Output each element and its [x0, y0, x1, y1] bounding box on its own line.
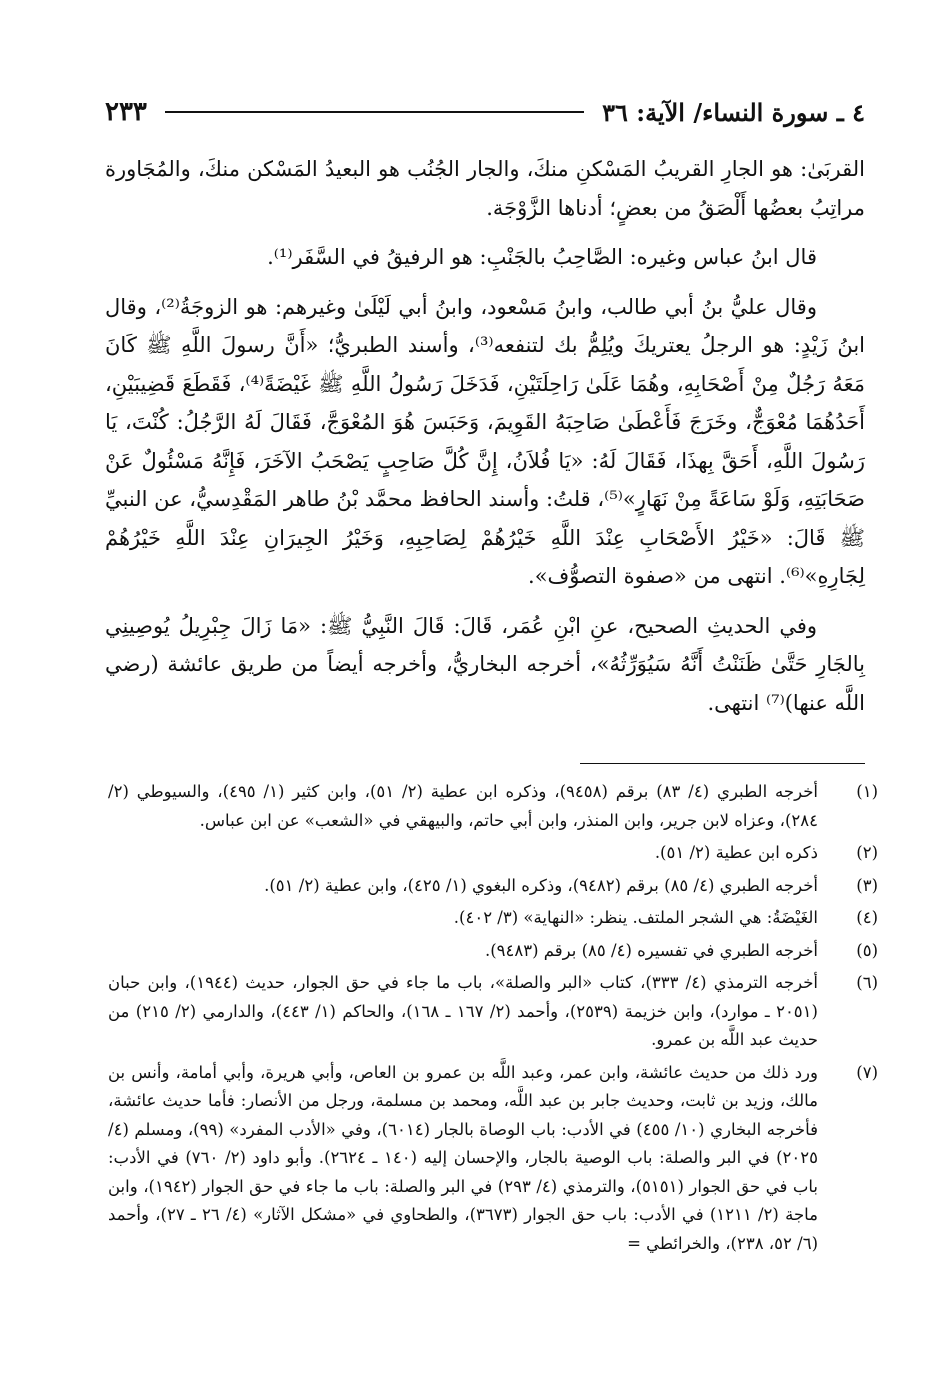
page-number: ٢٣٣: [105, 97, 147, 127]
paragraph: وقال عليُّ بنُ أبي طالب، وابنُ مَسْعود، وابنُ أبي لَيْلَىٰ وغيرهم: هو الزوجَةُ⁽²⁾، وقال ابنُ زَيْدٍ: هو الرجلُ يعتريكَ ويُلِمُّ بك لتنفعه⁽³⁾، وأسند الطبريُّ؛ «أَنَّ رسولَ اللَّهِ ﷺ كَانَ مَعَهُ رَجُلٌ مِنْ أَصْحَابِهِ، وهُمَا عَلَىٰ رَاحِلَتَيْنِ، فَدَخَلَ رَسُولُ اللَّهِ ﷺ غَيْضَةً⁽⁴⁾، فَقَطَعَ قَضِيبَيْنِ، أَحَدُهُمَا مُعْوَجٌّ، وخَرَجَ فَأَعْطَىٰ صَاحِبَهُ القَوِيمَ، وَحَبَسَ هُوَ المُعْوَجَّ، فَقَالَ لَهُ الرَّجُلُ: كُنْتَ، يَا رَسُولَ اللَّهِ، أَحَقَّ بِهذَا، فَقَالَ لَهُ: «يَا فُلاَنُ، إِنَّ كُلَّ صَاحِبٍ يَصْحَبُ الآخَرَ، فَإِنَّهُ مَسْئُولٌ عَنْ صَحَابَتِهِ، وَلَوْ سَاعَةً مِنْ نَهَارٍ»⁽⁵⁾، قلتُ: وأسند الحافظ محمَّد بْنُ طاهر المَقْدِسيُّ، عن النبيِّ ﷺ قَالَ: «خَيْرُ الأَصْحَابِ عِنْدَ اللَّهِ خَيْرُهُمْ لِصَاحِبِهِ، وَخَيْرُ الجِيرَانِ عِنْدَ اللَّهِ خَيْرُهُمْ لِجَارِهِ»⁽⁶⁾. انتهى من «صفوة التصوُّف».: [105, 294, 866, 588]
paragraph: القربَىٰ: هو الجارِ القريبُ المَسْكنِ منكَ، والجار الجُنُب هو البعيدُ المَسْكن منكَ، والمُجَاورة مراتِبُ بعضُها أَلْصَقُ من بعضٍ؛ أدناها الزَّوْجَة.: [105, 157, 865, 220]
footnote: [108, 937, 878, 966]
header-rule: [165, 111, 584, 113]
footnote: [108, 969, 878, 1055]
footnote: [108, 839, 878, 868]
footnote-text: ذكره ابن عطية (٢/ ٥١).: [654, 843, 818, 862]
main-text: [105, 150, 865, 733]
footnote-number: (١): [856, 782, 878, 801]
footnote-number: (٦): [856, 973, 878, 992]
footnote: [108, 778, 878, 835]
footnote-text: أخرجه الطبري (٤/ ٨٥) برقم (٩٤٨٢)، وذكره البغوي (١/ ٤٢٥)، وابن عطية (٢/ ٥١).: [264, 875, 818, 895]
footnote-text: الغَيْضَةُ: هي الشجر الملتف. ينظر: «النهاية» (٣/ ٤٠٢).: [453, 908, 818, 927]
footnote-number: (٥): [856, 940, 878, 960]
page-header: [105, 92, 865, 132]
running-title: ٤ ـ سورة النساء/ الآية: ٣٦: [602, 97, 865, 127]
footnote-number: (٣): [856, 875, 878, 895]
paragraph: وفي الحديثِ الصحيح، عنِ ابْنِ عُمَر، قَالَ: قَالَ النَّبِيُّ ﷺ: «مَا زَالَ جِبْرِيلُ يُوصِينِي بِالجَارِ حَتَّىٰ ظَنَنْتُ أَنَّهُ سَيُوَرِّثُهُ»، أخرجه البخاريُّ، وأخرجه أيضاً من طريق عائشة (رضي اللَّه عنها)⁽⁷⁾ انتهى.: [105, 613, 865, 715]
footnotes: [108, 778, 878, 1262]
footnote-text: أخرجه الطبري (٤/ ٨٣) برقم (٩٤٥٨)، وذكره ابن عطية (٢/ ٥١)، وابن كثير (١/ ٤٩٥)، والسيوطي (٢/ ٢٨٤)، وعزاه لابن جرير، وابن المنذر، وابن أبي حاتم، والبيهقي في «الشعب» عن ابن عباس.: [108, 782, 818, 830]
footnote-number: (٧): [856, 1062, 878, 1082]
footnote-text: أخرجه الترمذي (٤/ ٣٣٣)، كتاب «البر والصلة»، باب ما جاء في حق الجوار، حديث (١٩٤٤)، وابن حبان (٢٠٥١ ـ موارد)، وابن خزيمة (٢٥٣٩)، وأحمد (٢/ ١٦٧ ـ ١٦٨)، والحاكم (١/ ٤٤٣)، والدارمي (٢/ ٢١٥) من حديث عبد اللَّه بن عمرو.: [108, 973, 818, 1049]
footnote: [108, 904, 878, 933]
footnote-number: (٤): [856, 908, 878, 927]
footnote-number: (٢): [856, 843, 878, 862]
footnote: [108, 872, 878, 901]
footnote-text: ورد ذلك من حديث عائشة، وابن عمر، وعبد اللَّه بن عمرو بن العاص، وأبي هريرة، وأبي أمامة، وأنس بن مالك، وزيد بن ثابت، وحديث جابر بن عبد اللَّه، ومحمد بن مسلمة، ورجل من الأنصار: فأما حديث عائشة، فأخرجه البخاري (١٠/ ٤٥٥) في الأدب: باب الوصاة بالجار (٦٠١٤)، وفي «الأدب المفرد» (٩٩)، ومسلم (٤/ ٢٠٢٥) في البر والصلة: باب الوصية بالجار، والإحسان إليه (١٤٠ ـ ٢٦٢٤). وأبو داود (٢/ ٧٦٠) في الأدب: باب في حق الجوار (٥١٥١)، والترمذي (٤/ ٢٩٣) في البر والصلة: باب ما جاء في حق الجوار (١٩٤٢)، وابن ماجة (٢/ ١٢١١) في الأدب: باب حق الجوار (٣٦٧٣)، والطحاوي في «مشكل الآثار» (٤/ ٢٦ ـ ٢٧)، وأحمد (٦/ ٥٢، ٢٣٨)، والخرائطي =: [108, 1062, 819, 1253]
footnote-text: أخرجه الطبري في تفسيره (٤/ ٨٥) برقم (٩٤٨٣).: [484, 940, 818, 960]
paragraph: قال ابنُ عباس وغيره: الصَّاحِبُ بالجَنْبِ: هو الرفيقُ في السَّفَر⁽¹⁾.: [267, 245, 817, 269]
footnote-separator: [580, 763, 865, 764]
footnote: [108, 1059, 878, 1259]
